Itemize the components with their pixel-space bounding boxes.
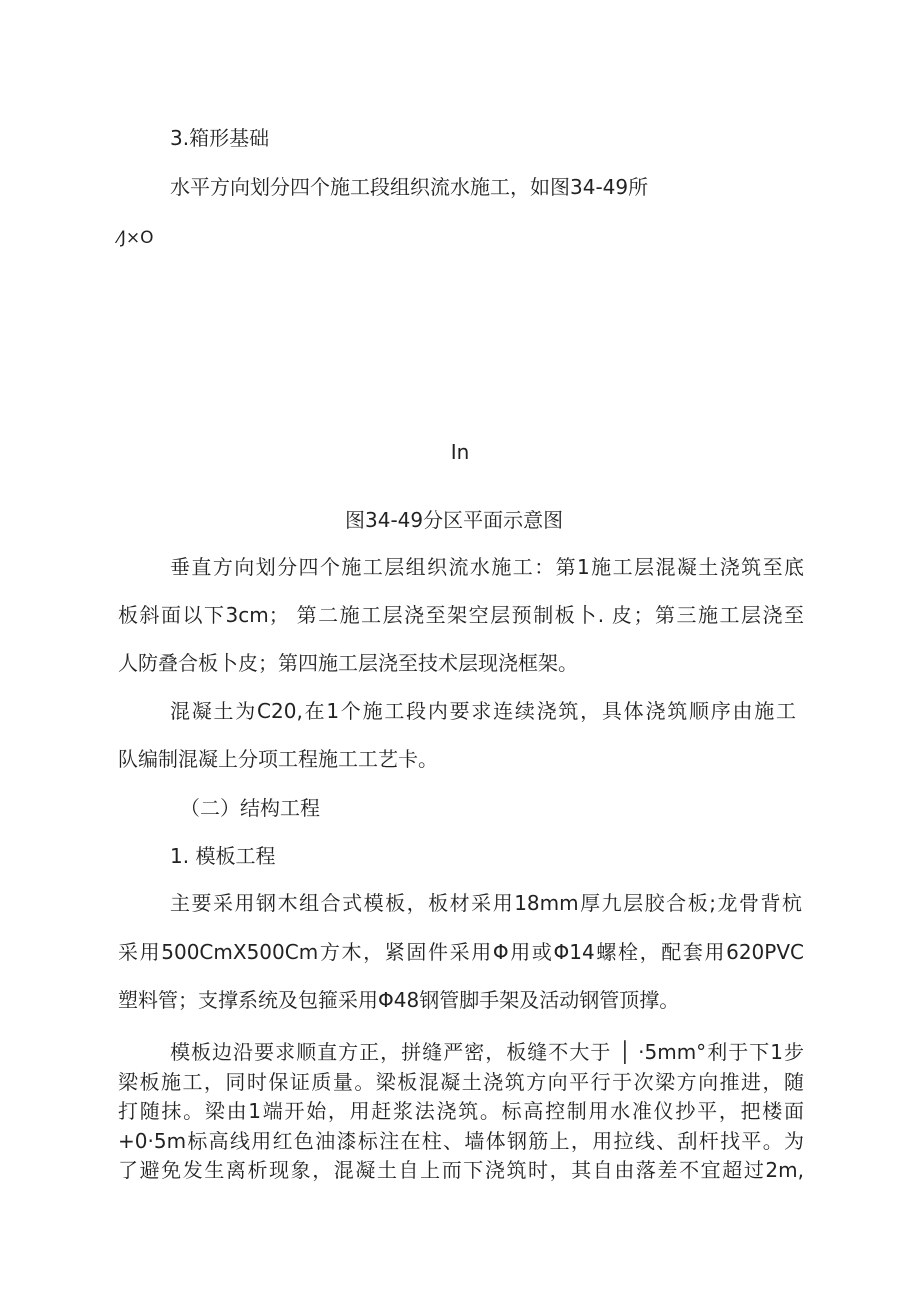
paragraph-line: 打随抹。梁由1端开始，用赶浆法浇筑。标高控制用水准仪抄平，把楼面 [118, 1099, 804, 1123]
paragraph-line: 梁板施工，同时保证质量。梁板混凝土浇筑方向平行于次梁方向推进，随 [118, 1070, 804, 1094]
figure-placeholder: In [450, 440, 470, 464]
paragraph-line: 塑料管；支撑系统及包箍采用Φ48钢管脚手架及活动钢管顶撑。 [118, 988, 680, 1012]
figure-caption: 图34-49分区平面示意图 [345, 508, 564, 532]
paragraph-line: 人防叠合板卜皮；第四施工层浇至技术层现浇框架。 [118, 651, 578, 675]
paragraph-line: 主要采用钢木组合式模板，板材采用18mm厚九层胶合板;龙骨背杭 [170, 891, 802, 915]
paragraph-line: 模板边沿要求顺直方正，拼缝严密，板缝不大于 │ ·5mm°利于下1步 [170, 1040, 804, 1064]
paragraph-line: 混凝土为C20,在1个施工段内要求连续浇筑，具体浇筑顺序由施工 [170, 699, 796, 723]
section-heading: 3.箱形基础 [170, 126, 270, 150]
paragraph-line: 采用500CmX500Cm方木，紧固件采用Φ用或Φ14螺栓，配套用620PVC [118, 940, 804, 964]
paragraph-line: 队编制混凝上分项工程施工工艺卡。 [118, 747, 438, 771]
chapter-heading: （二）结构工程 [180, 796, 320, 820]
sub-heading: 1. 模板工程 [170, 844, 276, 868]
paragraph-line: 了避免发生离析现象，混凝土自上而下浇筑时，其自由落差不宜超过2m, [118, 1158, 804, 1182]
paragraph-line: 垂直方向划分四个施工层组织流水施工：第1施工层混凝土浇筑至底 [170, 555, 804, 579]
paragraph-line: ⁄J×O [118, 228, 154, 248]
paragraph-line: +0·5m标高线用红色油漆标注在柱、墙体钢筋上，用拉线、刮杆找平。为 [118, 1129, 804, 1153]
paragraph-line: 板斜面以下3cm； 第二施工层浇至架空层预制板卜. 皮；第三施工层浇至 [118, 603, 804, 627]
paragraph-line: 水平方向划分四个施工段组织流水施工，如图34-49所 [170, 175, 649, 199]
